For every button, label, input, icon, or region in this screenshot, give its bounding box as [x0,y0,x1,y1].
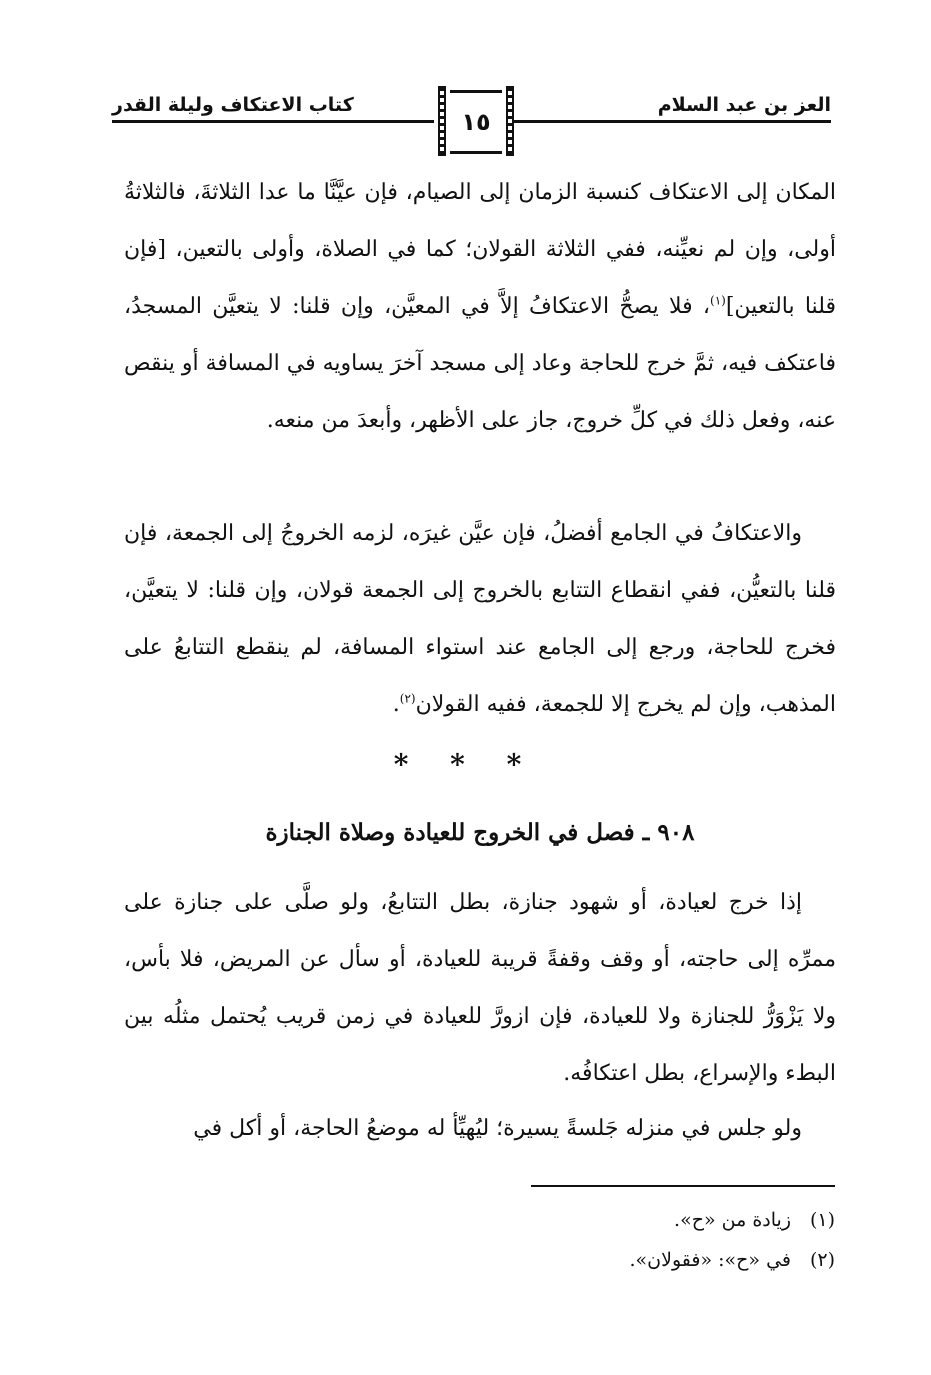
frame-pillar-left [438,86,446,156]
footnote-divider [531,1185,835,1187]
section-separator: * * * [393,748,538,781]
footnote-1-number: (١) [809,1209,835,1231]
footnote-2-number: (٢) [809,1249,835,1271]
running-header [112,86,831,158]
paragraph-2 [124,505,836,733]
footnote-1 [123,1200,835,1240]
footnote-1-text: زيادة من «ح». [674,1209,791,1231]
paragraph-2-end: . [392,692,400,717]
paragraph-3: إذا خرج لعيادة، أو شهود جنازة، بطل التتابعُ، ولو صلَّى على جنازة على ممرِّه إلى حاجته، أو وقف وقفةً قريبة للعيادة، أو سأل عن المريض، فلا بأس، ولا يَزْوَرُّ للجنازة ولا للعيادة، فإن ازورَّ للعيادة في زمن قريب يُحتمل مثلُه بين البطء والإسراع، بطل اعتكافُه. [124,890,836,1086]
paragraph-4: ولو جلس في منزله جَلسةً يسيرة؛ ليُهيِّأ له موضعُ الحاجة، أو أكل في [193,1116,802,1141]
paragraph-1-text: المكان إلى الاعتكاف كنسبة الزمان إلى الصيام، فإن عيَّنَّا ما عدا الثلاثةَ، فالثلاثةُ أولى، وإن لم نعيِّنه، ففي الثلاثة القولان؛ كما في الصلاة، وأولى بالتعين، [فإن قلنا بالتعين] [124,180,836,319]
footnote-ref-1[interactable]: (١) [710,293,726,308]
page-number: ١٥ [450,90,502,154]
header-author: العز بن عبد السلام [657,94,831,116]
paragraph-2-text: والاعتكافُ في الجامع أفضلُ، فإن عيَّن غيرَه، لزمه الخروجُ إلى الجمعة، فإن قلنا بالتعيُّن، ففي انقطاع التتابع بالخروج إلى الجمعة قولان، وإن قلنا: لا يتعيَّن، فخرج للحاجة، ورجع إلى الجامع عند استواء المسافة، لم ينقطع التتابعُ على المذهب، وإن لم يخرج إلا للجمعة، ففيه القولان [124,521,836,717]
frame-pillar-right [506,86,514,156]
footnotes [123,1200,835,1280]
page-number-frame [438,86,514,158]
paragraph-1-rest: ، فلا يصحُّ الاعتكافُ إلاَّ في المعيَّن، وإن قلنا: لا يتعيَّن المسجدُ، فاعتكف فيه، ثمَّ خرج للحاجة وعاد إلى مسجد آخرَ يساويه في المسافة أو ينقص عنه، وفعل ذلك في كلِّ خروج، جاز على الأظهر، وأبعدَ من منعه. [124,294,836,433]
section-heading: ٩٠٨ ـ فصل في الخروج للعيادة وصلاة الجنازة [265,819,695,846]
header-book-title: كتاب الاعتكاف وليلة القدر [112,94,354,116]
footnote-2-text: في «ح»: «فقولان». [629,1249,791,1271]
footnote-2 [123,1240,835,1280]
header-rule-right [509,120,831,123]
header-rule-left [112,120,434,123]
paragraph-1 [124,164,836,449]
footnote-ref-2[interactable]: (٢) [399,691,416,706]
